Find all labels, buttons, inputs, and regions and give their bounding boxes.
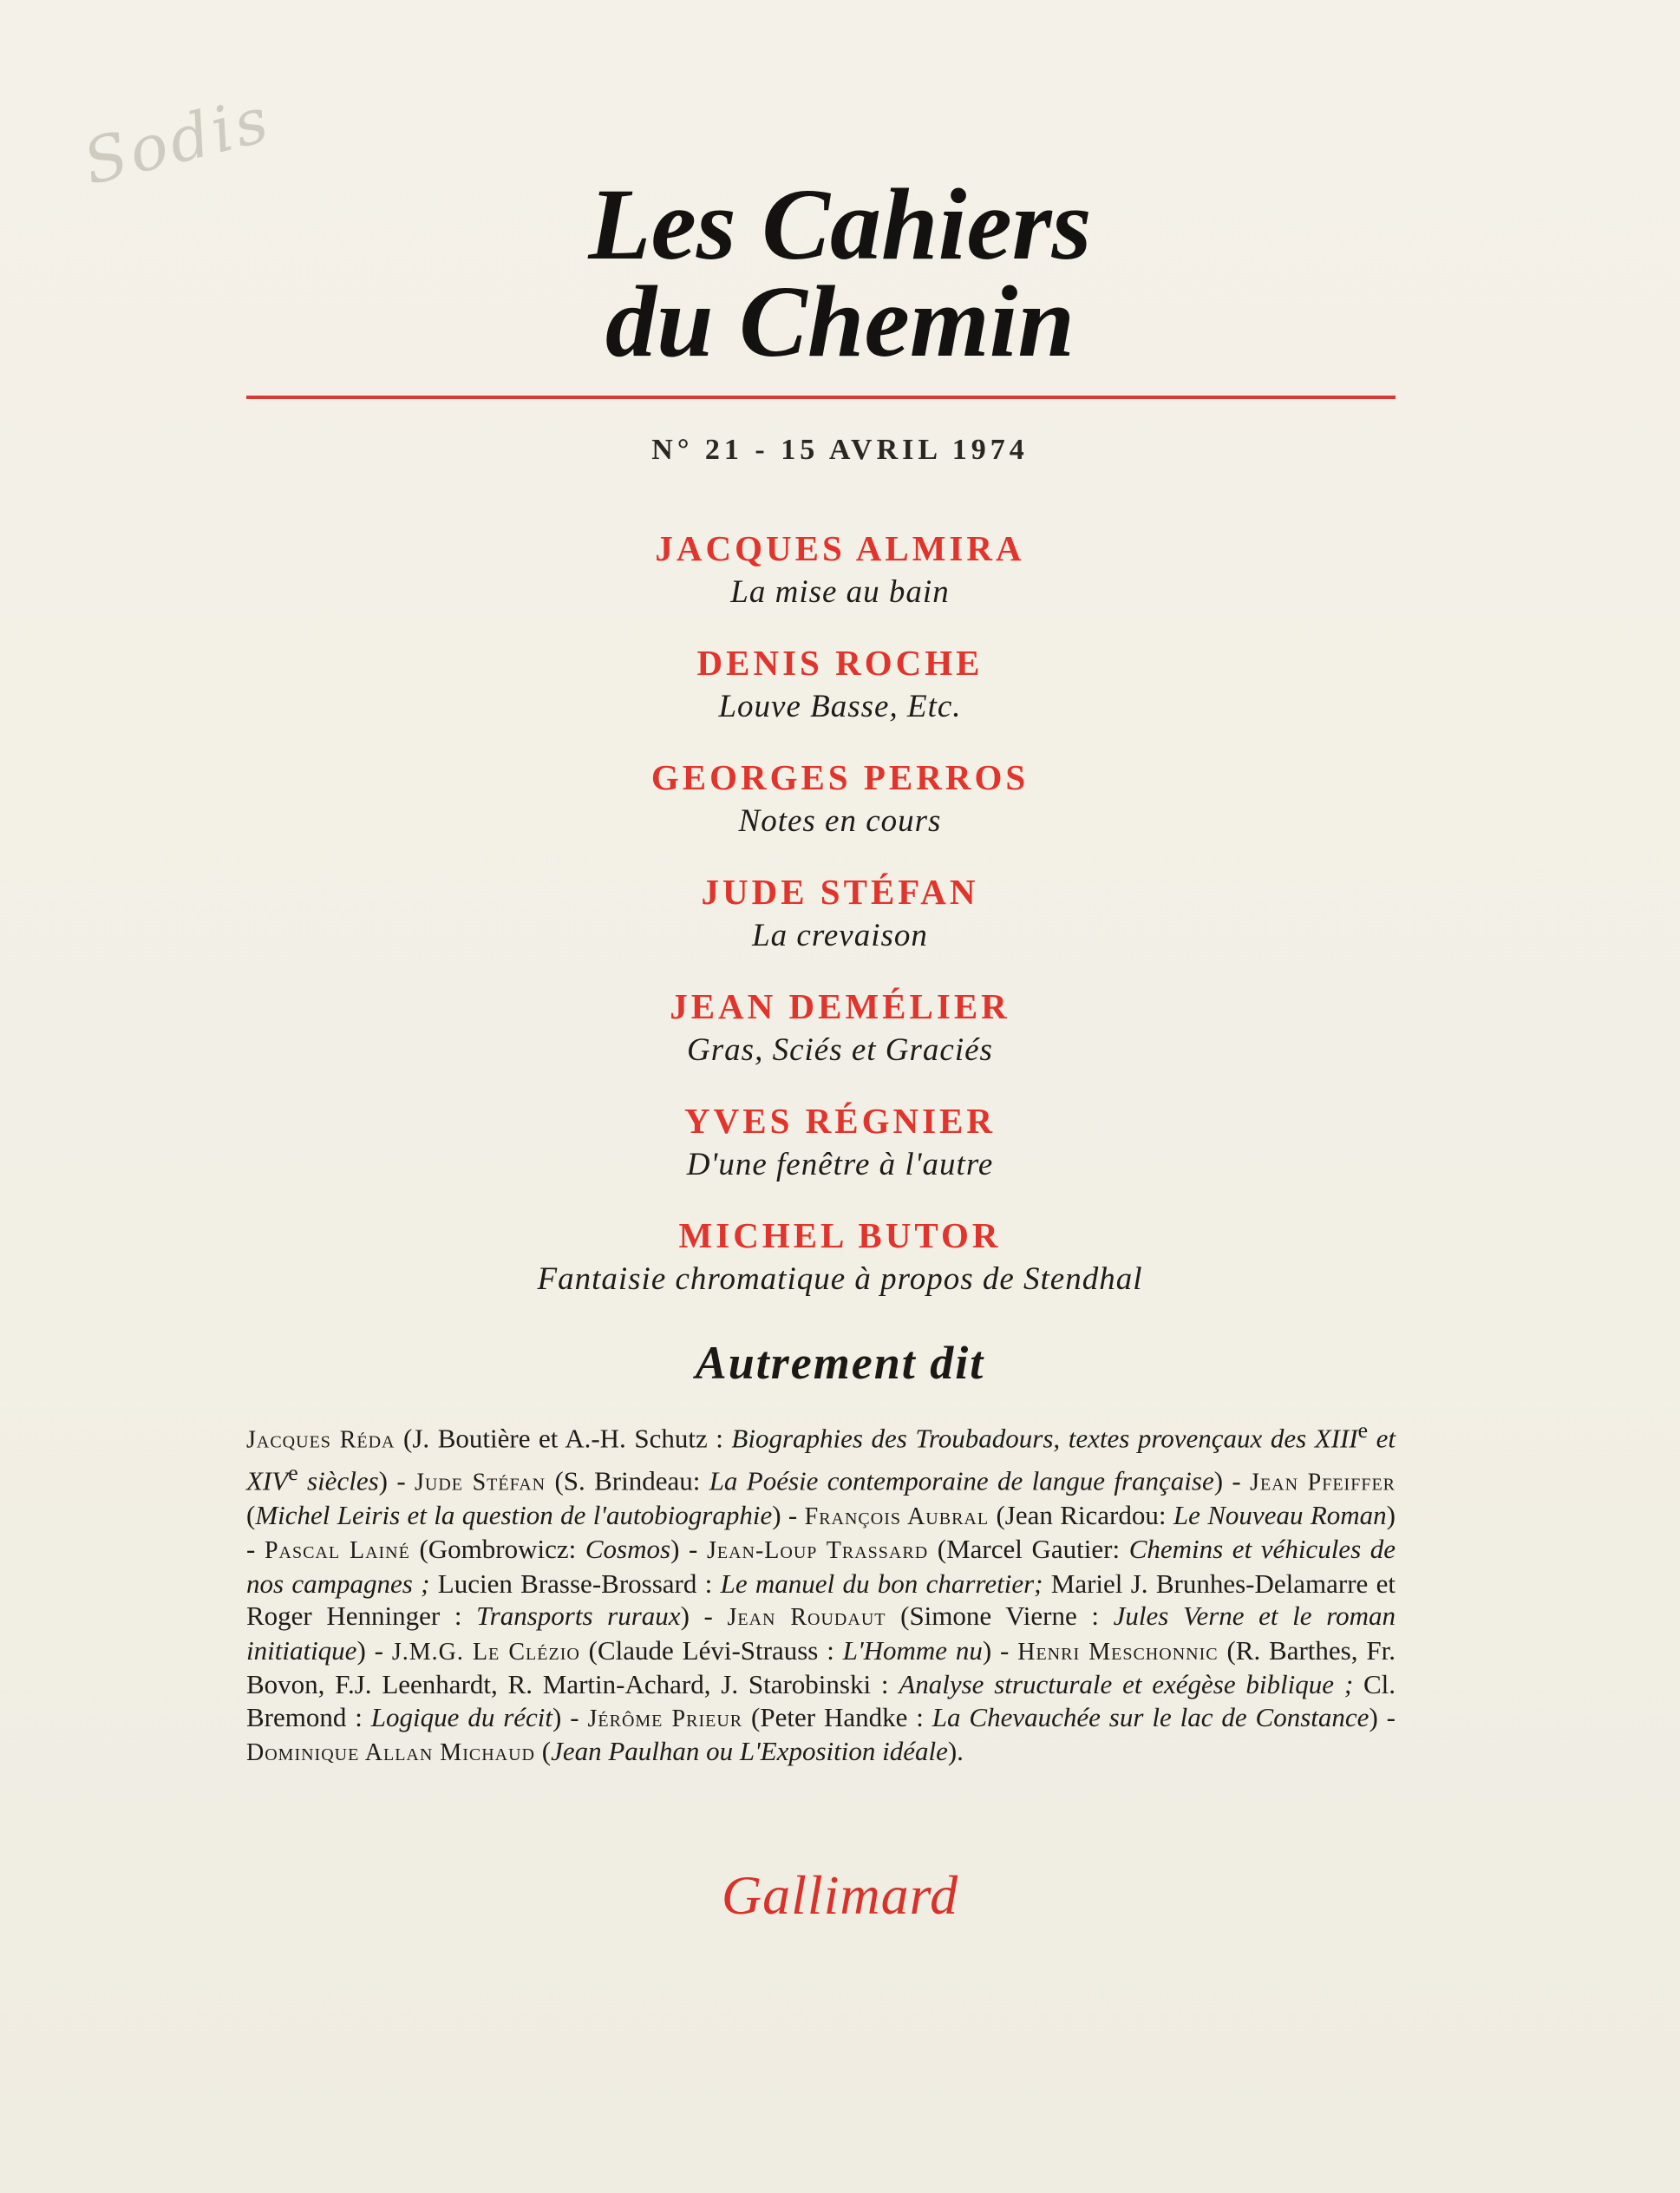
text-fragment: ( [534, 1736, 552, 1767]
text-fragment: (J. Boutière et A.-H. Schutz : [395, 1423, 732, 1454]
publisher-logo: Gallimard [721, 1864, 959, 1926]
reviewed-title: Jules Verne et le roman initiatique [246, 1601, 1396, 1666]
pencil-annotation: Sodis [76, 82, 278, 200]
masthead-title-line2: du Chemin [605, 265, 1075, 378]
reviewed-title: Jean Paulhan ou L'Exposition idéale [551, 1736, 948, 1767]
contents-title: Fantaisie chromatique à propos de Stendhal [537, 1261, 1143, 1297]
contents-entry [0, 640, 1680, 729]
text-fragment: ) - [356, 1634, 392, 1666]
reviewer-name: J.M.G. Le Clézio [391, 1638, 580, 1666]
text-fragment: Cl. Bremond : [246, 1669, 1396, 1732]
text-fragment: ) - [680, 1601, 728, 1632]
contents-entry [0, 526, 1680, 614]
reviewed-title: La Chevauchée sur le lac de Constance [932, 1701, 1369, 1732]
reviewed-title: Michel Leiris et la question de l'autobiographie [255, 1499, 773, 1530]
text-fragment: ) - [772, 1499, 805, 1530]
reviewed-title: siècles [297, 1465, 379, 1496]
reviewed-title: Biographies des Troubadours, textes provençaux des XIII [731, 1423, 1358, 1454]
superscript: e [1357, 1417, 1369, 1443]
reviewed-title: Le Nouveau Roman [1173, 1499, 1387, 1530]
text-fragment: Lucien Brasse-Brossard : [429, 1568, 721, 1599]
masthead-title-line1: Les Cahiers [588, 167, 1092, 281]
text-fragment: ) - [552, 1701, 588, 1732]
text-fragment: (R. Barthes, Fr. Bovon, F.J. Leenhardt, R. Martin-Achard, J. Starobinski : [246, 1634, 1396, 1700]
reviewed-title: L'Homme nu [842, 1634, 983, 1666]
reviewer-name: Jérôme Prieur [587, 1705, 743, 1732]
text-fragment: ) - [1369, 1701, 1396, 1732]
reviewer-name: Jean Roudaut [727, 1604, 886, 1632]
superscript: e [288, 1459, 298, 1485]
text-fragment: ) - [982, 1634, 1018, 1666]
section-heading: Autrement dit [695, 1337, 985, 1389]
contents-title: D'une fenêtre à l'autre [686, 1147, 994, 1182]
contents-entry [0, 1213, 1680, 1301]
contents-title: La crevaison [752, 918, 928, 953]
text-fragment: (Gombrowicz: [409, 1534, 585, 1565]
contents-title: Gras, Sciés et Graciés [687, 1032, 993, 1068]
reviewed-title: Analyse structurale et exégèse biblique ; [899, 1669, 1354, 1700]
contents-author: YVES RÉGNIER [684, 1101, 996, 1141]
reviewed-title: La Poésie contemporaine de langue française [709, 1465, 1214, 1496]
reviews-paragraph [246, 1414, 1396, 1770]
reviewed-title: Logique du récit [370, 1701, 553, 1732]
reviewer-name: Jean Pfeiffer [1250, 1469, 1396, 1496]
reviewed-title: et XIV [246, 1423, 1396, 1496]
contents-entry [0, 755, 1680, 843]
reviewer-name: Pascal Lainé [264, 1537, 410, 1565]
contents-author: JEAN DEMÉLIER [670, 986, 1010, 1026]
text-fragment: (Jean Ricardou: [989, 1499, 1173, 1530]
text-fragment: (Peter Handke : [742, 1701, 932, 1732]
text-fragment: (Marcel Gautier: [928, 1534, 1129, 1565]
contents-entry [0, 984, 1680, 1072]
contents-author: GEORGES PERROS [650, 757, 1030, 797]
contents-entry [0, 1098, 1680, 1187]
contents-entry [0, 869, 1680, 958]
reviewed-title: Le manuel du bon charretier; [720, 1568, 1043, 1599]
reviewed-title: Transports ruraux [476, 1601, 681, 1632]
reviewer-name: Jacques Réda [246, 1426, 395, 1454]
contents-title: Notes en cours [738, 803, 942, 839]
masthead-divider [246, 396, 1396, 399]
reviewer-name: Dominique Allan Michaud [246, 1739, 535, 1767]
text-fragment: Mariel J. Brunhes-Delamarre et Roger Henninger : [246, 1568, 1396, 1632]
contents-author: JUDE STÉFAN [701, 872, 979, 912]
contents-title: La mise au bain [730, 574, 950, 610]
text-fragment: ). [947, 1736, 964, 1767]
reviewer-name: François Aubral [804, 1502, 990, 1530]
contents-title: Louve Basse, Etc. [718, 689, 962, 724]
text-fragment: ) - [670, 1534, 707, 1565]
reviewed-title: Chemins et véhicules de nos campagnes ; [246, 1534, 1396, 1599]
reviewed-title: Cosmos [585, 1534, 671, 1565]
contents-author: DENIS ROCHE [696, 643, 984, 683]
text-fragment: ) - [378, 1465, 415, 1496]
reviewer-name: Jude Stéfan [414, 1469, 546, 1496]
issue-number-date: N° 21 - 15 AVRIL 1974 [651, 434, 1029, 466]
text-fragment: ( [246, 1499, 256, 1530]
text-fragment: ) - [1213, 1465, 1251, 1496]
contents-author: MICHEL BUTOR [678, 1215, 1002, 1255]
text-fragment: (S. Brindeau: [546, 1465, 709, 1496]
reviewer-name: Henri Meschonnic [1017, 1638, 1219, 1666]
text-fragment: ) - [246, 1499, 1396, 1565]
reviewer-name: Jean-Loup Trassard [706, 1537, 929, 1565]
text-fragment: (Simone Vierne : [886, 1601, 1114, 1632]
contents-author: JACQUES ALMIRA [655, 528, 1025, 568]
text-fragment: (Claude Lévi-Strauss : [579, 1634, 843, 1666]
